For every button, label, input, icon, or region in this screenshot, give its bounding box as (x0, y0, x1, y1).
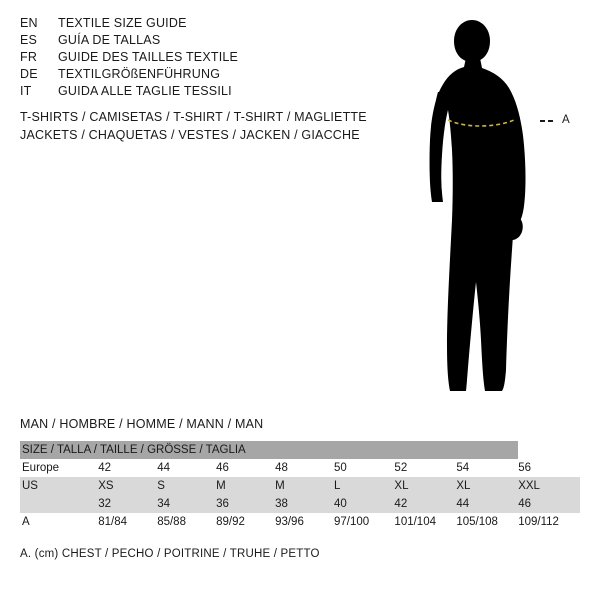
cell: 105/108 (456, 516, 498, 528)
language-row (20, 67, 400, 84)
cell: 38 (275, 498, 288, 510)
row-label (20, 495, 98, 513)
male-silhouette-icon (410, 10, 590, 405)
cell: 42 (98, 462, 112, 474)
table-footnote: A. (cm) CHEST / PECHO / POITRINE / TRUHE / PETTO (20, 548, 320, 560)
measure-marker-label: A (562, 114, 570, 126)
cell: 50 (334, 462, 347, 474)
cell: 40 (334, 498, 347, 510)
row-label: Europe (22, 462, 60, 474)
language-label: GUÍA DE TALLAS (58, 33, 161, 47)
table-section-title: MAN / HOMBRE / HOMME / MANN / MAN (20, 417, 264, 431)
cell: 56 (518, 462, 531, 474)
language-row (20, 33, 400, 50)
cell: 44 (157, 462, 170, 474)
cell: 97/100 (334, 516, 370, 528)
cell: 34 (157, 498, 170, 510)
cell: 54 (456, 462, 470, 474)
table-row (20, 495, 580, 513)
row-label: A (22, 516, 30, 528)
cell: 52 (394, 462, 408, 474)
cell: S (157, 480, 165, 492)
category-tshirts: T-SHIRTS / CAMISETAS / T-SHIRT / T-SHIRT / MAGLIETTE (20, 110, 367, 124)
cell: 48 (275, 462, 288, 474)
cell: 81/84 (98, 516, 128, 528)
category-list (20, 110, 420, 146)
cell: 36 (216, 498, 229, 510)
category-jackets: JACKETS / CHAQUETAS / VESTES / JACKEN / GIACCHE (20, 128, 360, 142)
table-row (20, 477, 580, 495)
table-header-label: SIZE / TALLA / TAILLE / GRÖSSE / TAGLIA (22, 444, 246, 456)
language-row (20, 84, 400, 101)
cell: 44 (456, 498, 470, 510)
cell: 42 (394, 498, 408, 510)
cell: 93/96 (275, 516, 304, 528)
cell: 89/92 (216, 516, 245, 528)
cell: 46 (216, 462, 229, 474)
language-code: IT (20, 84, 32, 98)
cell: XS (98, 480, 114, 492)
cell: 85/88 (157, 516, 186, 528)
cell: XL (394, 480, 409, 492)
size-table (20, 441, 580, 531)
language-list (20, 16, 400, 101)
table-row (20, 513, 580, 531)
table-header-row (20, 441, 580, 459)
language-row (20, 50, 400, 67)
language-code: FR (20, 50, 38, 64)
language-label: TEXTILE SIZE GUIDE (58, 16, 187, 30)
table-row (20, 459, 580, 477)
cell: 46 (518, 498, 531, 510)
cell: 101/104 (394, 516, 436, 528)
language-code: ES (20, 33, 38, 47)
language-code: DE (20, 67, 38, 81)
cell: XXL (518, 480, 540, 492)
measure-leader-line (540, 120, 560, 121)
row-label: US (22, 480, 38, 492)
cell: L (334, 480, 341, 492)
cell: M (275, 480, 285, 492)
cell: 109/112 (518, 516, 559, 528)
language-label: GUIDA ALLE TAGLIE TESSILI (58, 84, 232, 98)
language-code: EN (20, 16, 38, 30)
language-label: TEXTILGRÖßENFÜHRUNG (58, 67, 221, 81)
cell: 32 (98, 498, 112, 510)
cell: XL (456, 480, 471, 492)
language-row (20, 16, 400, 33)
language-label: GUIDE DES TAILLES TEXTILE (58, 50, 239, 64)
body-figure (410, 10, 590, 405)
cell: M (216, 480, 226, 492)
